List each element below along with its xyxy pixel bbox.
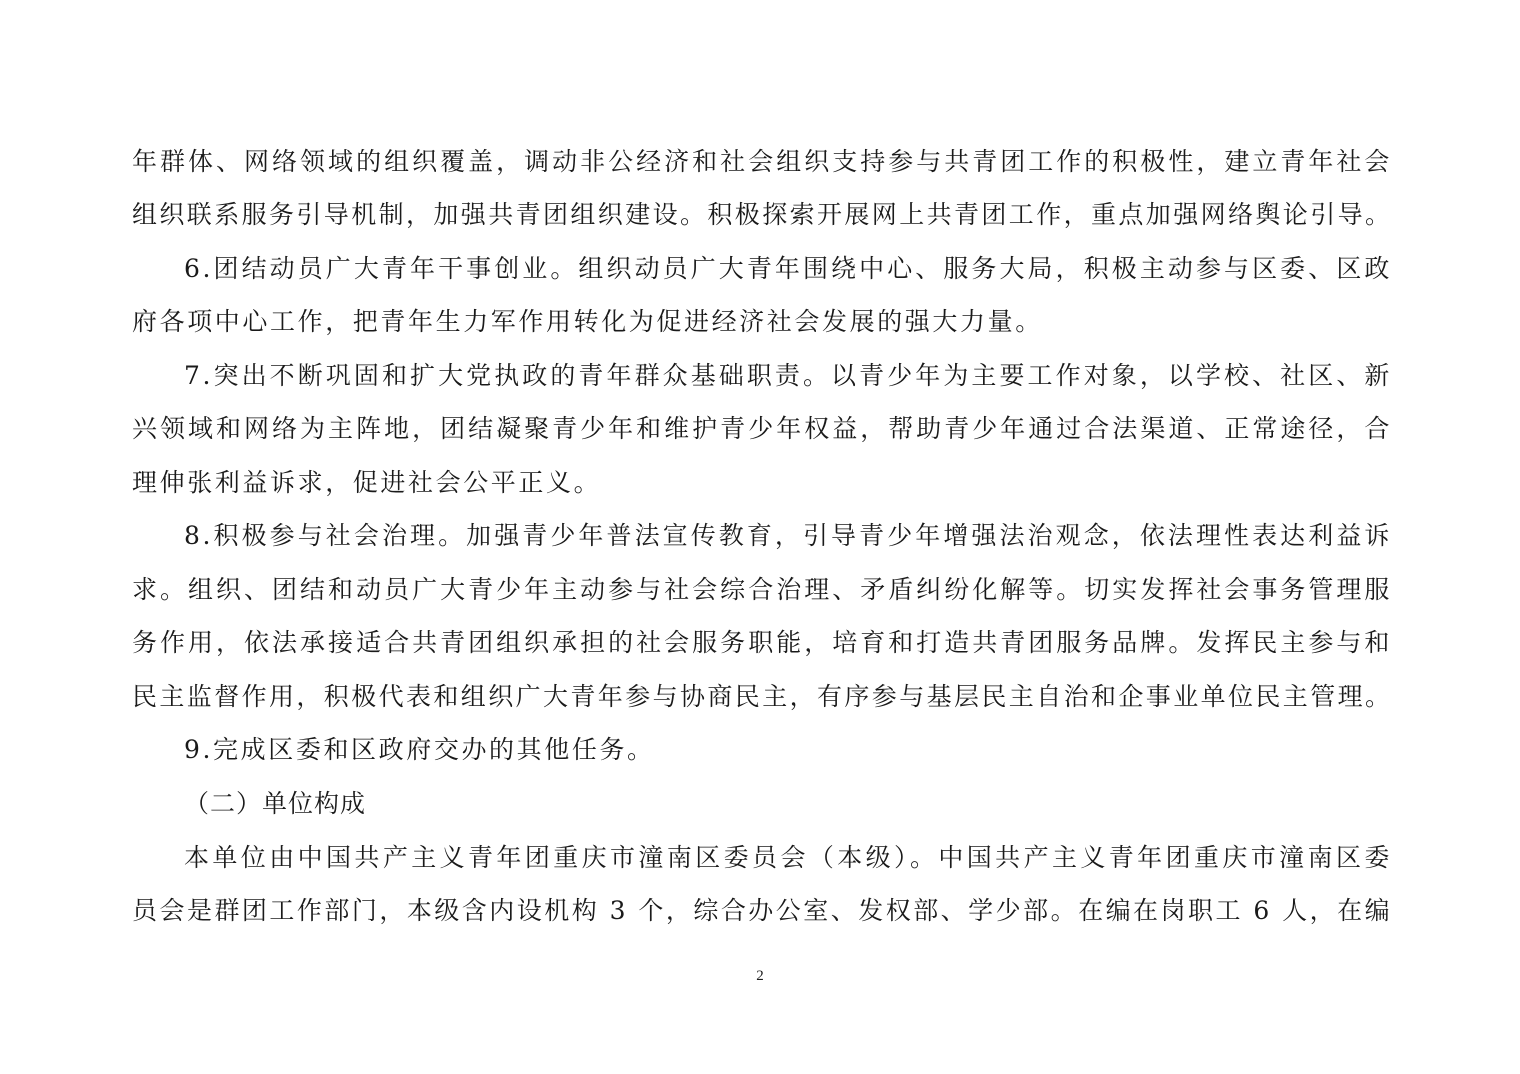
unit-composition-line: 本单位由中国共产主义青年团重庆市潼南区委员会（本级）。中国共产主义青年团重庆市潼南区委 — [184, 843, 1392, 872]
body-text-line: 组织联系服务引导机制，加强共青团组织建设。积极探索开展网上共青团工作，重点加强网络舆论引导。 — [132, 200, 1392, 229]
paragraph-9-line: 9.完成区委和区政府交办的其他任务。 — [184, 735, 655, 764]
body-text-line: 求。组织、团结和动员广大青少年主动参与社会综合治理、矛盾纠纷化解等。切实发挥社会事务管理服 — [132, 575, 1392, 604]
body-text-line: 理伸张利益诉求，促进社会公平正义。 — [132, 468, 602, 497]
paragraph-7-line: 7.突出不断巩固和扩大党执政的青年群众基础职责。以青少年为主要工作对象，以学校、社区、新 — [184, 361, 1392, 390]
section-heading: （二）单位构成 — [184, 789, 367, 818]
body-text-line: 年群体、网络领域的组织覆盖，调动非公经济和社会组织支持参与共青团工作的积极性，建立青年社会 — [132, 147, 1392, 176]
body-text-line: 员会是群团工作部门，本级含内设机构 3 个，综合办公室、发权部、学少部。在编在岗职工 6 人，在编 — [132, 896, 1392, 925]
body-text-line: 兴领域和网络为主阵地，团结凝聚青少年和维护青少年权益，帮助青少年通过合法渠道、正常途径，合 — [132, 414, 1392, 443]
body-text-line: 府各项中心工作，把青年生力军作用转化为促进经济社会发展的强大力量。 — [132, 307, 1043, 336]
page-number: 2 — [756, 968, 764, 984]
body-text-line: 务作用，依法承接适合共青团组织承担的社会服务职能，培育和打造共青团服务品牌。发挥民主参与和 — [132, 628, 1392, 657]
paragraph-8-line: 8.积极参与社会治理。加强青少年普法宣传教育，引导青少年增强法治观念，依法理性表达利益诉 — [184, 521, 1392, 550]
body-text-line: 民主监督作用，积极代表和组织广大青年参与协商民主，有序参与基层民主自治和企事业单位民主管理。 — [132, 682, 1392, 711]
paragraph-6-line: 6.团结动员广大青年干事创业。组织动员广大青年围绕中心、服务大局，积极主动参与区委、区政 — [184, 254, 1392, 283]
